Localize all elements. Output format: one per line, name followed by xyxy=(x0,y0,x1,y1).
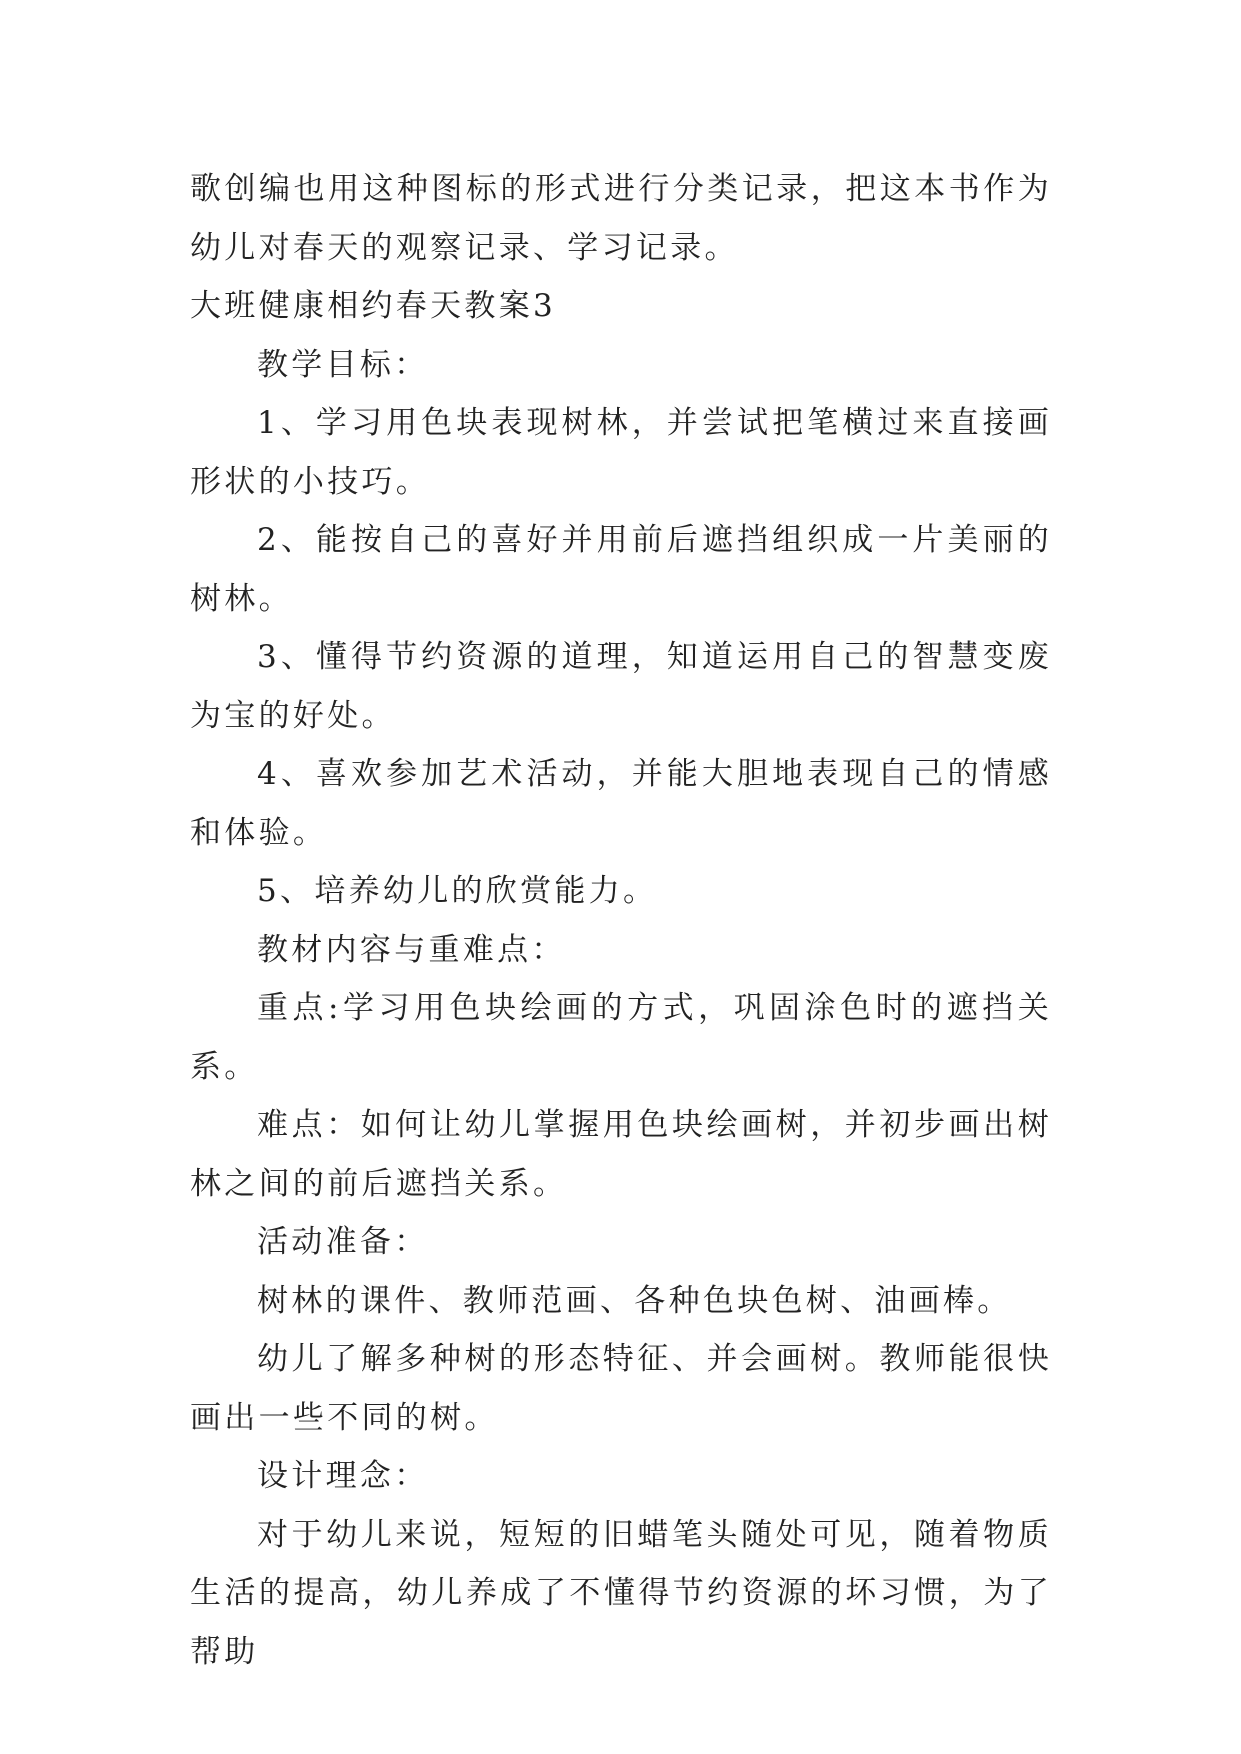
design-concept-heading: 设计理念： xyxy=(257,1458,429,1494)
design-concept-text: 对于幼儿来说，短短的旧蜡笔头随处可见，随着物质生活的提高，幼儿养成了不懂得节约资源的坏习惯，为了帮助 xyxy=(190,1516,1052,1670)
difficult-point: 难点：如何让幼儿掌握用色块绘画树，并初步画出树林之间的前后遮挡关系。 xyxy=(190,1107,1052,1202)
content-heading: 教材内容与重难点： xyxy=(257,931,566,968)
section-title: 大班健康相约春天教案3 xyxy=(190,288,557,324)
goal-item-4: 4、喜欢参加艺术活动，并能大胆地表现自己的情感和体验。 xyxy=(190,756,1052,851)
preparation-knowledge: 幼儿了解多种树的形态特征、并会画树。教师能很快画出一些不同的树。 xyxy=(190,1341,1052,1436)
goal-item-2: 2、能按自己的喜好并用前后遮挡组织成一片美丽的树林。 xyxy=(190,522,1052,617)
goal-item-3: 3、懂得节约资源的道理，知道运用自己的智慧变废为宝的好处。 xyxy=(190,639,1052,734)
preparation-materials: 树林的课件、教师范画、各种色块色树、油画棒。 xyxy=(257,1282,1012,1319)
teaching-goals-heading: 教学目标： xyxy=(257,346,429,383)
preparation-heading: 活动准备： xyxy=(257,1224,429,1260)
goal-item-5: 5、培养幼儿的欣赏能力。 xyxy=(257,873,658,909)
document-body xyxy=(190,160,1052,1681)
key-point: 重点:学习用色块绘画的方式，巩固涂色时的遮挡关系。 xyxy=(190,990,1052,1085)
goal-item-1: 1、学习用色块表现树林，并尝试把笔横过来直接画形状的小技巧。 xyxy=(190,405,1052,500)
paragraph-continuation: 歌创编也用这种图标的形式进行分类记录，把这本书作为幼儿对春天的观察记录、学习记录。 xyxy=(190,171,1052,266)
